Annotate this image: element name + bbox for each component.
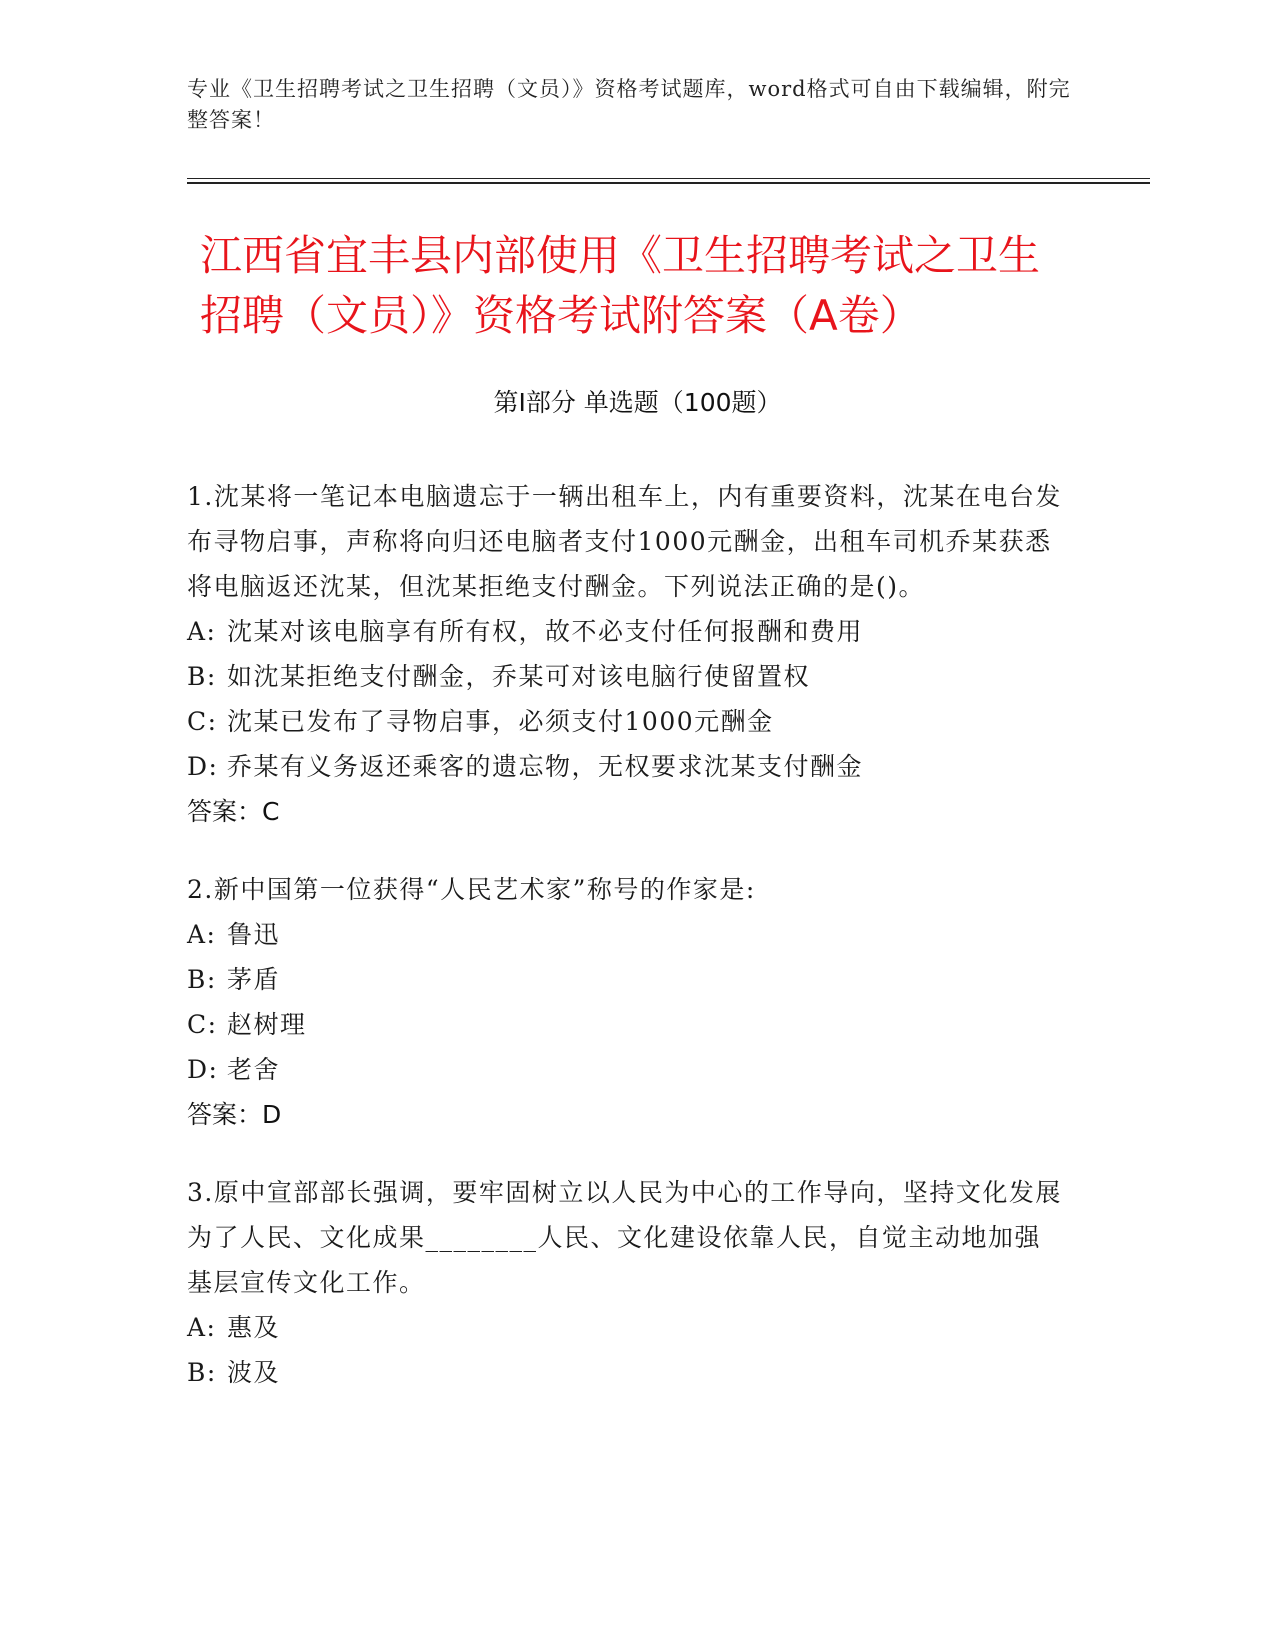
option-key: B: xyxy=(187,965,217,994)
question-stem: 1.沈某将一笔记本电脑遗忘于一辆出租车上，内有重要资料，沈某在电台发布寻物启事，声称将向归还电脑者支付1000元酬金，出租车司机乔某获悉将电脑返还沈某，但沈某拒绝支付酬金。下列说法正确的是()。 xyxy=(187,482,1062,601)
question-list xyxy=(187,474,1067,1428)
document-title: 江西省宜丰县内部使用《卫生招聘考试之卫生招聘（文员）》资格考试附答案（A卷） xyxy=(200,231,1041,340)
option-a xyxy=(187,609,1067,654)
option-key: B: xyxy=(187,1358,217,1387)
option-key: A: xyxy=(187,920,217,949)
header-note: 专业《卫生招聘考试之卫生招聘（文员）》资格考试题库，word格式可自由下载编辑，附完整答案！ xyxy=(187,77,1071,132)
section-heading: 第Ⅰ部分 单选题（100题） xyxy=(493,388,782,417)
question-3 xyxy=(187,1170,1067,1395)
header-divider-thick xyxy=(187,182,1150,184)
option-key: D: xyxy=(187,1055,219,1084)
option-text: 乔某有义务返还乘客的遗忘物，无权要求沈某支付酬金 xyxy=(227,752,864,781)
question-stem: 2.新中国第一位获得“人民艺术家”称号的作家是: xyxy=(187,875,756,904)
option-text: 赵树理 xyxy=(227,1010,307,1039)
option-key: A: xyxy=(187,617,217,646)
option-d xyxy=(187,744,1067,789)
option-b xyxy=(187,957,1067,1002)
answer-line: 答案：D xyxy=(187,1100,282,1129)
question-1 xyxy=(187,474,1067,834)
option-d xyxy=(187,1047,1067,1092)
option-text: 茅盾 xyxy=(227,965,281,994)
option-c xyxy=(187,1002,1067,1047)
option-text: 沈某对该电脑享有所有权，故不必支付任何报酬和费用 xyxy=(227,617,864,646)
option-key: C: xyxy=(187,707,218,736)
option-b xyxy=(187,1350,1067,1395)
option-text: 鲁迅 xyxy=(227,920,281,949)
option-key: D: xyxy=(187,752,219,781)
question-stem: 3.原中宣部部长强调，要牢固树立以人民为中心的工作导向，坚持文化发展为了人民、文化成果________人民、文化建设依靠人民，自觉主动地加强基层宣传文化工作。 xyxy=(187,1178,1062,1297)
option-text: 沈某已发布了寻物启事，必须支付1000元酬金 xyxy=(227,707,774,736)
question-2 xyxy=(187,867,1067,1137)
option-text: 如沈某拒绝支付酬金，乔某可对该电脑行使留置权 xyxy=(227,662,811,691)
header-divider-thin xyxy=(187,178,1150,179)
option-text: 波及 xyxy=(227,1358,281,1387)
option-b xyxy=(187,654,1067,699)
option-text: 惠及 xyxy=(227,1313,281,1342)
answer-line: 答案：C xyxy=(187,797,280,826)
option-a xyxy=(187,1305,1067,1350)
option-key: A: xyxy=(187,1313,217,1342)
option-text: 老舍 xyxy=(227,1055,281,1084)
option-a xyxy=(187,912,1067,957)
option-key: B: xyxy=(187,662,217,691)
option-c xyxy=(187,699,1067,744)
option-key: C: xyxy=(187,1010,218,1039)
